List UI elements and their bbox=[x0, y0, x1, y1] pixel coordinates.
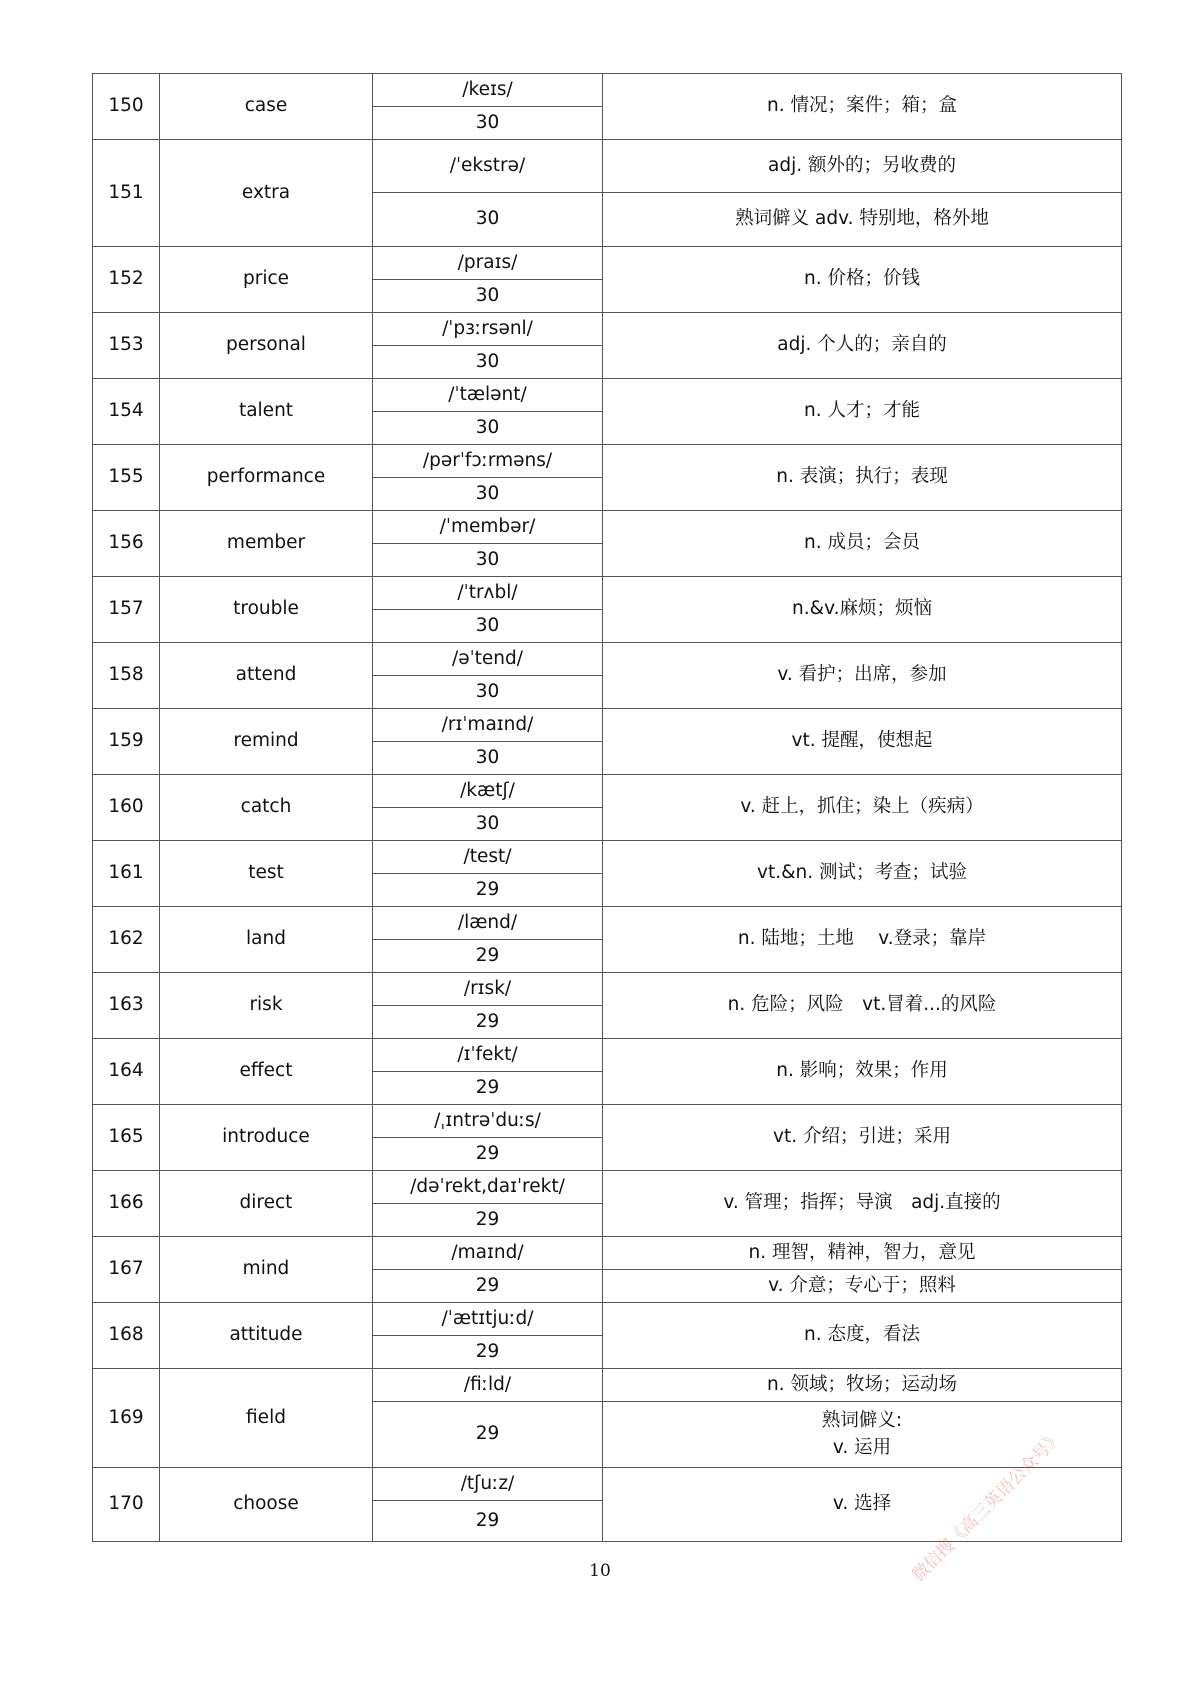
entry-phonetic: /keɪs/ bbox=[373, 74, 603, 107]
entry-count: 29 bbox=[373, 1336, 603, 1369]
entry-phonetic: /ˌɪntrəˈduːs/ bbox=[373, 1105, 603, 1138]
entry-meaning: v. 赶上，抓住；染上（疾病） bbox=[603, 775, 1122, 841]
entry-word: performance bbox=[160, 445, 373, 511]
table-row bbox=[93, 140, 1122, 193]
entry-phonetic: /kætʃ/ bbox=[373, 775, 603, 808]
entry-word: member bbox=[160, 511, 373, 577]
entry-number: 157 bbox=[93, 577, 160, 643]
entry-number: 160 bbox=[93, 775, 160, 841]
entry-word: attitude bbox=[160, 1303, 373, 1369]
entry-count: 30 bbox=[373, 346, 603, 379]
entry-word: extra bbox=[160, 140, 373, 247]
entry-number: 167 bbox=[93, 1237, 160, 1303]
entry-phonetic: /lænd/ bbox=[373, 907, 603, 940]
entry-count: 29 bbox=[373, 1072, 603, 1105]
entry-count: 29 bbox=[373, 1270, 603, 1303]
entry-phonetic: /ˈekstrə/ bbox=[373, 140, 603, 193]
table-row bbox=[93, 313, 1122, 346]
entry-phonetic: /dəˈrekt,daɪˈrekt/ bbox=[373, 1171, 603, 1204]
entry-meaning-extra: 熟词僻义: v. 运用 bbox=[603, 1402, 1122, 1468]
table-row bbox=[93, 775, 1122, 808]
table-row bbox=[93, 1237, 1122, 1270]
entry-count: 30 bbox=[373, 742, 603, 775]
entry-phonetic: /tʃuːz/ bbox=[373, 1468, 603, 1501]
entry-number: 168 bbox=[93, 1303, 160, 1369]
watermark: 微信搜《高三英语公众号》 bbox=[908, 1427, 1067, 1586]
entry-word: trouble bbox=[160, 577, 373, 643]
table-row bbox=[93, 1303, 1122, 1336]
entry-meaning: n. 表演；执行；表现 bbox=[603, 445, 1122, 511]
table-row bbox=[93, 247, 1122, 280]
table-row bbox=[93, 1369, 1122, 1402]
table-row bbox=[93, 577, 1122, 610]
entry-phonetic: /test/ bbox=[373, 841, 603, 874]
entry-phonetic: /əˈtend/ bbox=[373, 643, 603, 676]
entry-number: 164 bbox=[93, 1039, 160, 1105]
entry-number: 159 bbox=[93, 709, 160, 775]
table-row bbox=[93, 1468, 1122, 1501]
entry-phonetic: /ˈmembər/ bbox=[373, 511, 603, 544]
entry-meaning: adj. 个人的；亲自的 bbox=[603, 313, 1122, 379]
page-number: 10 bbox=[589, 1561, 611, 1581]
entry-count: 30 bbox=[373, 280, 603, 313]
table-row bbox=[93, 74, 1122, 107]
entry-meaning: n. 情况；案件；箱；盒 bbox=[603, 74, 1122, 140]
table-row bbox=[93, 379, 1122, 412]
entry-phonetic: /pərˈfɔːrməns/ bbox=[373, 445, 603, 478]
entry-phonetic: /ˈtælənt/ bbox=[373, 379, 603, 412]
entry-word: catch bbox=[160, 775, 373, 841]
entry-phonetic: /praɪs/ bbox=[373, 247, 603, 280]
entry-number: 156 bbox=[93, 511, 160, 577]
entry-word: price bbox=[160, 247, 373, 313]
entry-number: 158 bbox=[93, 643, 160, 709]
entry-count: 30 bbox=[373, 544, 603, 577]
entry-count: 30 bbox=[373, 412, 603, 445]
entry-number: 152 bbox=[93, 247, 160, 313]
entry-meaning: n. 人才；才能 bbox=[603, 379, 1122, 445]
entry-count: 30 bbox=[373, 610, 603, 643]
entry-phonetic: /ˈætɪtjuːd/ bbox=[373, 1303, 603, 1336]
entry-meaning-extra: v. 介意；专心于；照料 bbox=[603, 1270, 1122, 1303]
entry-number: 165 bbox=[93, 1105, 160, 1171]
entry-number: 155 bbox=[93, 445, 160, 511]
entry-count: 29 bbox=[373, 1006, 603, 1039]
entry-count: 29 bbox=[373, 940, 603, 973]
entry-number: 163 bbox=[93, 973, 160, 1039]
entry-word: case bbox=[160, 74, 373, 140]
entry-meaning: n. 影响；效果；作用 bbox=[603, 1039, 1122, 1105]
entry-meaning: n. 危险；风险 vt.冒着...的风险 bbox=[603, 973, 1122, 1039]
entry-word: choose bbox=[160, 1468, 373, 1542]
entry-count: 29 bbox=[373, 1138, 603, 1171]
entry-count: 29 bbox=[373, 1501, 603, 1542]
entry-number: 166 bbox=[93, 1171, 160, 1237]
entry-meaning-extra: 熟词僻义 adv. 特别地，格外地 bbox=[603, 193, 1122, 247]
table-row bbox=[93, 841, 1122, 874]
entry-number: 162 bbox=[93, 907, 160, 973]
entry-number: 153 bbox=[93, 313, 160, 379]
entry-number: 170 bbox=[93, 1468, 160, 1542]
entry-word: test bbox=[160, 841, 373, 907]
table-row bbox=[93, 643, 1122, 676]
table-row bbox=[93, 445, 1122, 478]
entry-phonetic: /rɪsk/ bbox=[373, 973, 603, 1006]
entry-count: 29 bbox=[373, 1402, 603, 1468]
entry-phonetic: /ɪˈfekt/ bbox=[373, 1039, 603, 1072]
entry-word: mind bbox=[160, 1237, 373, 1303]
entry-count: 30 bbox=[373, 676, 603, 709]
entry-word: talent bbox=[160, 379, 373, 445]
entry-count: 29 bbox=[373, 874, 603, 907]
entry-phonetic: /rɪˈmaɪnd/ bbox=[373, 709, 603, 742]
entry-phonetic: /fiːld/ bbox=[373, 1369, 603, 1402]
entry-number: 161 bbox=[93, 841, 160, 907]
entry-meaning: n. 领域；牧场；运动场 bbox=[603, 1369, 1122, 1402]
entry-meaning: vt. 提醒，使想起 bbox=[603, 709, 1122, 775]
entry-meaning: n.&v.麻烦；烦恼 bbox=[603, 577, 1122, 643]
entry-meaning: v. 看护；出席，参加 bbox=[603, 643, 1122, 709]
entry-word: field bbox=[160, 1369, 373, 1468]
entry-word: introduce bbox=[160, 1105, 373, 1171]
table-row bbox=[93, 907, 1122, 940]
entry-meaning: n. 成员；会员 bbox=[603, 511, 1122, 577]
entry-count: 30 bbox=[373, 478, 603, 511]
entry-meaning: vt.&n. 测试；考查；试验 bbox=[603, 841, 1122, 907]
entry-number: 151 bbox=[93, 140, 160, 247]
entry-number: 154 bbox=[93, 379, 160, 445]
entry-phonetic: /ˈpɜːrsənl/ bbox=[373, 313, 603, 346]
entry-word: risk bbox=[160, 973, 373, 1039]
table-row bbox=[93, 1039, 1122, 1072]
table-row bbox=[93, 511, 1122, 544]
vocab-table bbox=[92, 73, 1122, 1542]
entry-word: personal bbox=[160, 313, 373, 379]
entry-meaning: adj. 额外的；另收费的 bbox=[603, 140, 1122, 193]
entry-word: attend bbox=[160, 643, 373, 709]
entry-meaning: v. 选择 bbox=[603, 1468, 1122, 1542]
entry-meaning: n. 理智，精神，智力，意见 bbox=[603, 1237, 1122, 1270]
entry-meaning: n. 态度，看法 bbox=[603, 1303, 1122, 1369]
entry-word: remind bbox=[160, 709, 373, 775]
entry-meaning: v. 管理；指挥；导演 adj.直接的 bbox=[603, 1171, 1122, 1237]
entry-phonetic: /maɪnd/ bbox=[373, 1237, 603, 1270]
table-row bbox=[93, 1171, 1122, 1204]
table-row bbox=[93, 1105, 1122, 1138]
entry-word: direct bbox=[160, 1171, 373, 1237]
entry-meaning: n. 价格；价钱 bbox=[603, 247, 1122, 313]
table-row bbox=[93, 709, 1122, 742]
entry-count: 29 bbox=[373, 1204, 603, 1237]
entry-meaning: n. 陆地；土地 v.登录；靠岸 bbox=[603, 907, 1122, 973]
entry-number: 169 bbox=[93, 1369, 160, 1468]
table-row bbox=[93, 973, 1122, 1006]
entry-phonetic: /ˈtrʌbl/ bbox=[373, 577, 603, 610]
entry-word: land bbox=[160, 907, 373, 973]
entry-word: effect bbox=[160, 1039, 373, 1105]
entry-count: 30 bbox=[373, 107, 603, 140]
entry-meaning: vt. 介绍；引进；采用 bbox=[603, 1105, 1122, 1171]
entry-count: 30 bbox=[373, 808, 603, 841]
entry-number: 150 bbox=[93, 74, 160, 140]
entry-count: 30 bbox=[373, 193, 603, 247]
